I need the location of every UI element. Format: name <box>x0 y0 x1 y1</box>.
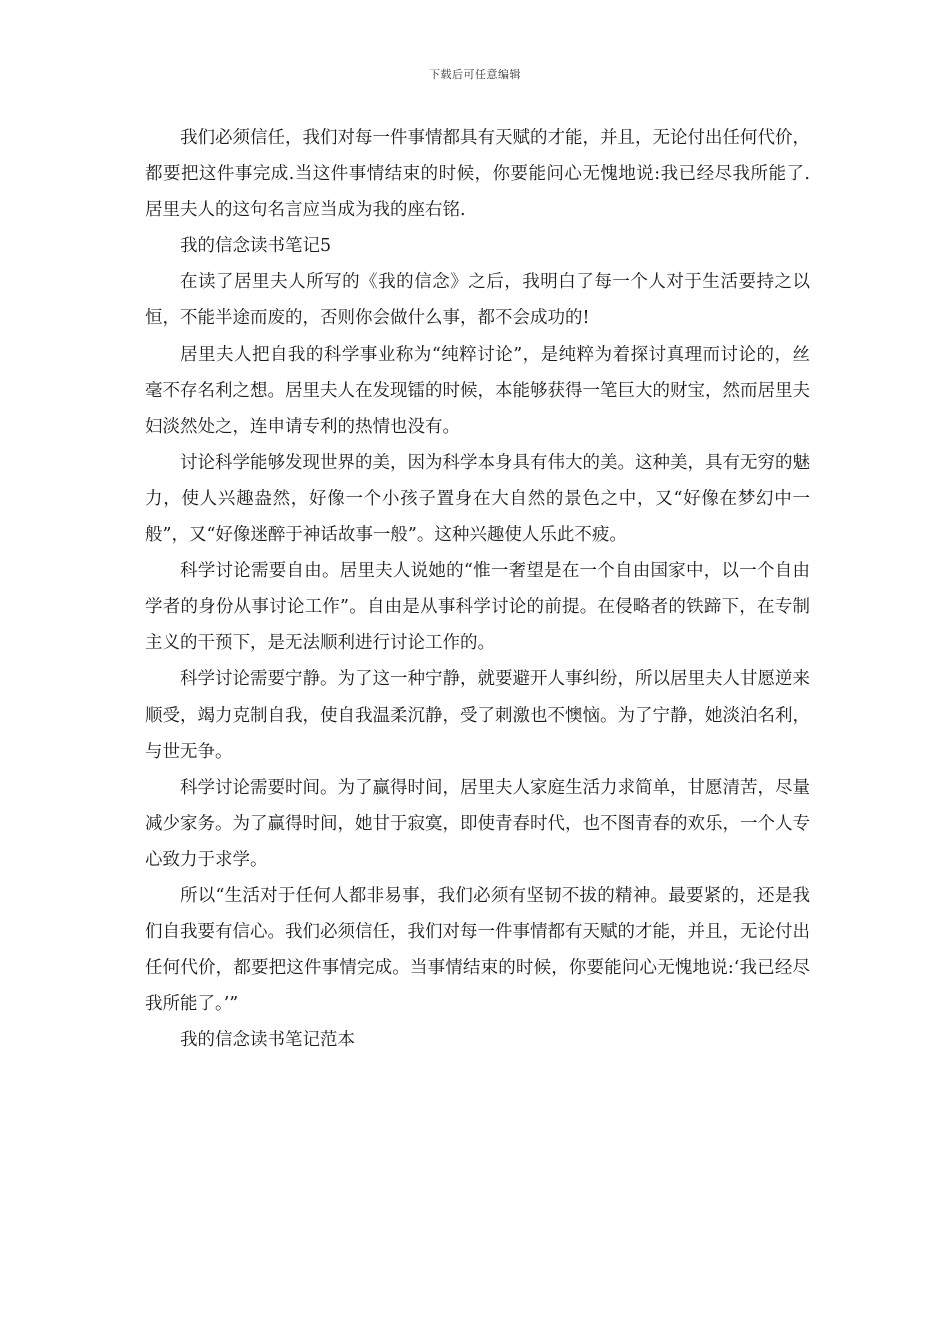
paragraph-intro: 在读了居里夫人所写的《我的信念》之后，我明白了每一个人对于生活要持之以恒，不能半途而废的，否则你会做什么事，都不会成功的! <box>145 272 810 329</box>
section-title-note-5: 我的信念读书笔记5 <box>180 236 332 257</box>
section-title-template: 我的信念读书笔记范本 <box>180 1030 355 1051</box>
paragraph-beauty-of-science: 讨论科学能够发现世界的美，因为科学本身具有伟大的美。这种美，具有无穷的魅力，使人兴趣盎然，好像一个小孩子置身在大自然的景色之中，又“好像在梦幻中一般”，又“好像迷醉于神话故事一般”。这种兴趣使人乐此不疲。 <box>145 452 810 546</box>
paragraph-tranquility: 科学讨论需要宁静。为了这一种宁静，就要避开人事纠纷，所以居里夫人甘愿逆来顺受，竭力克制自我，使自我温柔沉静，受了刺激也不懊恼。为了宁静，她淡泊名利，与世无争。 <box>145 669 810 762</box>
paragraph-freedom: 科学讨论需要自由。居里夫人说她的“惟一奢望是在一个自由国家中，以一个自由学者的身份从事讨论工作”。自由是从事科学讨论的前提。在侵略者的铁蹄下，在专制主义的干预下，是无法顺利进行讨论工作的。 <box>145 561 810 654</box>
paragraph-conclusion: 所以“生活对于任何人都非易事，我们必须有坚韧不拔的精神。最要紧的，还是我们自我要有信心。我们必须信任，我们对每一件事情都有天赋的才能，并且，无论付出任何代价，都要把这件事情完成。当事情结束的时候，你要能问心无愧地说:‘我已经尽我所能了。’” <box>145 885 810 1015</box>
document-body <box>145 120 810 1058</box>
page-header: 下载后可任意编辑 <box>429 68 521 81</box>
paragraph-time: 科学讨论需要时间。为了赢得时间，居里夫人家庭生活力求简单，甘愿清苦，尽量减少家务。为了赢得时间，她甘于寂寞，即使青春时代，也不图青春的欢乐，一个人专心致力于求学。 <box>145 777 810 870</box>
paragraph-pure-research: 居里夫人把自我的科学事业称为“纯粹讨论”，是纯粹为着探讨真理而讨论的，丝毫不存名利之想。居里夫人在发现镭的时候，本能够获得一笔巨大的财宝，然而居里夫妇淡然处之，连申请专利的热情也没有。 <box>145 344 810 437</box>
paragraph-quote: 我们必须信任，我们对每一件事情都具有天赋的才能，并且，无论付出任何代价，都要把这件事完成.当这件事情结束的时候，你要能问心无愧地说:我已经尽我所能了. 居里夫人的这句名言应当成为我的座右铭. <box>145 128 810 221</box>
